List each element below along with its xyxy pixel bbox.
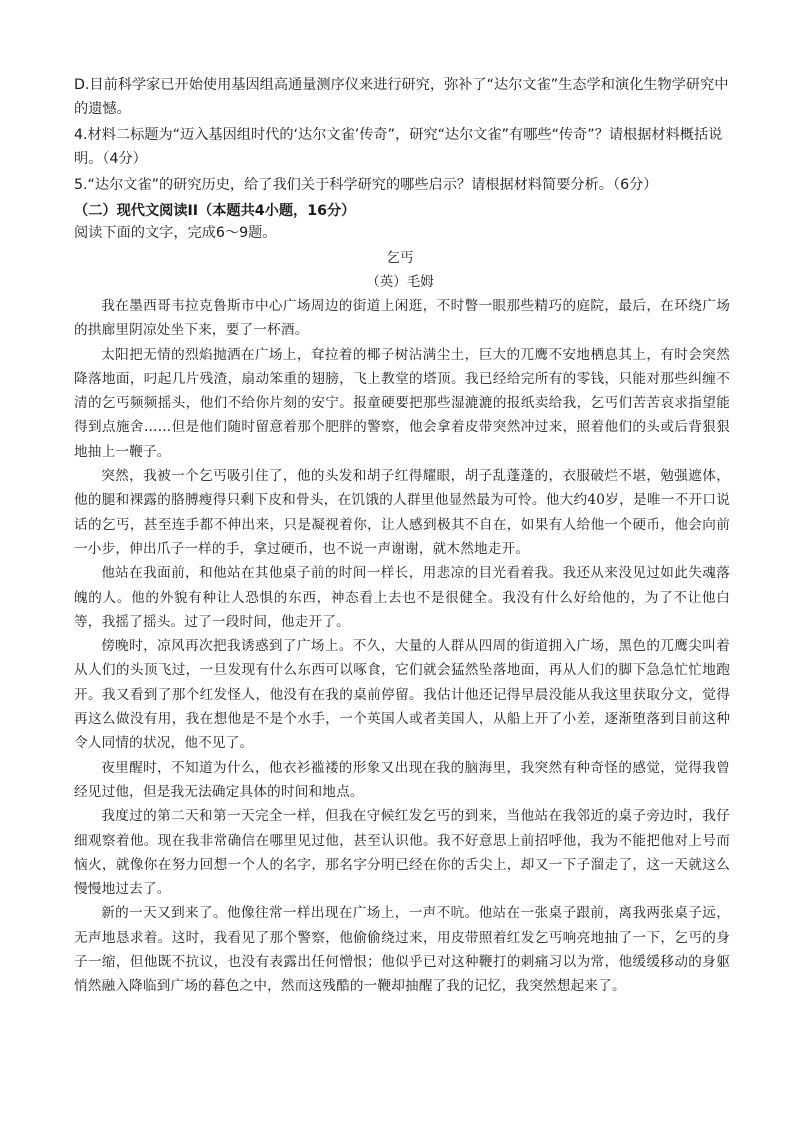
story-paragraph: 傍晚时，凉风再次把我诱惑到了广场上。不久，大量的人群从四周的街道拥入广场，黑色的兀鹰尖叫着从人们的头顶飞过，一旦发现有什么东西可以啄食，它们就会猛然坠落地面，再从人们的脚下急急忙忙地跑开。我又看到了那个红发怪人，他没有在我的桌前停留。我估计他还记得早晨没能从我这里获取分文，觉得再这么做没有用，我在想他是不是个水手，一个英国人或者美国人，从船上开了小差，逐渐堕落到目前这种令人同情的状况，他不见了。 (74, 638, 730, 752)
story-paragraph: 太阳把无情的烈焰抛洒在广场上，耷拉着的椰子树沾满尘土，巨大的兀鹰不安地栖息其上，有时会突然降落地面，叼起几片残渣，扇动笨重的翅膀，飞上教堂的塔顶。我已经给完所有的零钱，只能对那些纠缠不清的乞丐频频摇头，他们不给你片刻的安宁。报童硬要把那些湿漉漉的报纸卖给我，乞丐们苦苦哀求指望能得到点施舍……但是他们随时留意着那个肥胖的警察，他会拿着皮带突然冲过来，照着他们的头或后背狠狠地抽上一鞭子。 (74, 346, 730, 460)
story-paragraph: 突然，我被一个乞丐吸引住了，他的头发和胡子红得耀眼，胡子乱蓬蓬的，衣服破烂不堪，勉强遮体，他的腿和裸露的胳膊瘦得只剩下皮和骨头，在饥饿的人群里他显然最为可怜。他大约40岁，是唯一不开口说话的乞丐，甚至连手都不伸出来，只是凝视着你，让人感到极其不自在，如果有人给他一个硬币，他会向前一小步，伸出爪子一样的手，拿过硬币，也不说一声谢谢，就木然地走开。 (74, 468, 730, 557)
story-body (74, 294, 730, 999)
question-4: 4.材料二标题为“迈入基因组时代的‘达尔文雀’传奇”，研究“达尔文雀”有哪些“传奇”？请根据材料概括说明。（4分） (74, 127, 723, 167)
story-author: （英）毛姆 (366, 274, 434, 290)
question-5: 5.“达尔文雀”的研究历史，给了我们关于科学研究的哪些启示？请根据材料简要分析。（6分） (74, 177, 658, 193)
story-paragraph: 我度过的第二天和第一天完全一样，但我在守候红发乞丐的到来，当他站在我邻近的桌子旁边时，我仔细观察着他。现在我非常确信在哪里见过他，甚至认识他。我不好意思上前招呼他，我为不能把他对上号而恼火，就像你在努力回想一个人的名字，那名字分明已经在你的舌尖上，却又一下子溜走了，这一天就这么慢慢地过去了。 (74, 808, 730, 898)
question-option-d: D.目前科学家已开始使用基因组高通量测序仪来进行研究，弥补了“达尔文雀”生态学和演化生物学研究中的遗憾。 (74, 77, 729, 117)
story-paragraph: 新的一天又到来了。他像往常一样出现在广场上，一声不吭。他站在一张桌子跟前，离我两张桌子远，无声地恳求着。这时，我看见了那个警察，他偷偷绕过来，用皮带照着红发乞丐响亮地抽了一下，乞丐的身子一缩，但他既不抗议，也没有表露出任何憎恨；他似乎已对这种鞭打的刺痛习以为常，他缓缓移动的身躯悄然融入降临到广场的暮色之中，然而这残酷的一鞭却抽醒了我的记忆，我突然想起来了。 (74, 905, 730, 995)
story-paragraph: 我在墨西哥韦拉克鲁斯市中心广场周边的街道上闲逛，不时瞥一眼那些精巧的庭院，最后，在环绕广场的拱廊里阴凉处坐下来，要了一杯酒。 (74, 298, 730, 339)
story-paragraph: 他站在我面前，和他站在其他桌子前的时间一样长，用悲凉的目光看着我。我还从来没见过如此失魂落魄的人。他的外貌有种让人恐惧的东西，神态看上去也不是很健全。我没有什么好给他的，为了不让他白等，我摇了摇头。过了一段时间，他走开了。 (74, 565, 730, 630)
section-instruction: 阅读下面的文字，完成6～9题。 (74, 225, 277, 241)
section-heading: （二）现代文阅读II（本题共4小题，16分） (74, 203, 356, 219)
story-title: 乞丐 (386, 250, 414, 266)
story-paragraph: 夜里醒时，不知道为什么，他衣衫褴褛的形象又出现在我的脑海里，我突然有种奇怪的感觉，觉得我曾经见过他，但是我无法确定具体的时间和地点。 (74, 759, 730, 800)
